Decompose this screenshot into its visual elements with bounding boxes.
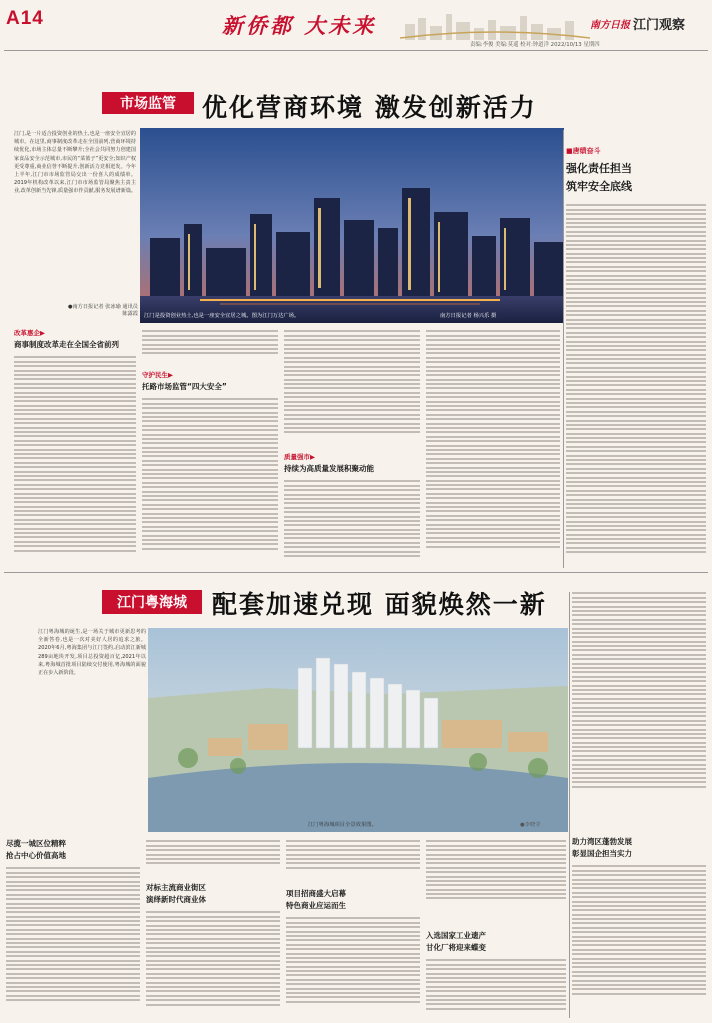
story2-col-3: [286, 838, 420, 1018]
page-header: [0, 0, 712, 54]
story2-sub3-title-2: 特色商业应运而生: [286, 901, 346, 910]
story2-col3-text-b: [286, 915, 420, 1019]
story1-sub2-label: 守护民生▶: [142, 371, 173, 379]
story2-right-col: [572, 590, 706, 1018]
story1-col2-text-a: [142, 328, 278, 358]
story2-side-divider: [569, 592, 570, 1018]
story1-body-col-2: [142, 328, 278, 568]
story1-sub3-title: 持续为高质量发展积聚动能: [284, 464, 374, 473]
story1-side-kicker: ■唐绩奋斗: [566, 147, 601, 155]
story1-photo-caption: 江门是投资创业热土,也是一座安全宜居之城。图为江门万达广场。: [144, 313, 300, 319]
story2-photo: [148, 628, 568, 832]
story1-sub2-title: 托路市场监管“四大安全”: [142, 382, 227, 391]
story1-body-col-3: [284, 328, 420, 568]
story1-lead: 江门,是一片适合投资创业的热土,也是一座安全宜居的城市。在这里,商事制度改革走在全国前列,营商环境持续优化,市场主体总量不断攀升;全社会共同努力创建国家食品安全示范城市,市民的“菜篮子”更安全;知识产权更受尊重,商业信誉不断提升,创新活力竞相迸发。今年上半年,江门市市场监管局交出一份喜人的成绩单。2019年机构改革以来,江门市市场监管局聚焦主责主业,改革创新当先锋,质量强市作贡献,服务发展谱新篇。: [14, 131, 136, 195]
story1-side-title-1: 强化责任担当: [566, 162, 632, 175]
story1-sub1-title: 商事制度改革走在全国全省前列: [14, 340, 119, 349]
story2-byline: ●李晓莹: [520, 822, 541, 828]
story1-col1-text: [14, 354, 136, 564]
story2-col4-text-b: [426, 957, 566, 1019]
story1-sub3-label: 质量强市▶: [284, 453, 315, 461]
story1-side-title-2: 筑牢安全底线: [566, 180, 632, 193]
credit-line: 责编:李俊 美编:莫遥 校对:钟道洋 2022/10/13 星期四: [470, 42, 600, 48]
story2-sub2-title-2: 演绎新时代商业体: [146, 895, 206, 904]
story1-photo: [140, 128, 564, 323]
city-night-photo: [140, 128, 564, 323]
story2-sub2-title-1: 对标主流商业街区: [146, 883, 206, 892]
header-rule: [4, 50, 708, 51]
story2-col2-text-b: [146, 909, 280, 1019]
banner-slogan: 新侨都 大未来: [222, 13, 377, 38]
story2-lead: 江门粤海城的诞生,是一场关于城市更新思考的全新答卷,也是一次对美好人居的追求之旅。2020年6月,粤海集团与江门签约,启动滨江新城289亩地块开发,项目总投资超百亿,2021年以来,粤海城首批项目陆续交付使用,粤海城的面貌正在步入新阶段。: [38, 629, 146, 677]
story2-sub1-title-1: 尽揽一城区位精粹: [6, 839, 66, 848]
story1-body-col-4: [426, 328, 560, 568]
story2-col1-text: [6, 865, 140, 1015]
story1-tag: 市场监管: [102, 92, 194, 114]
story1-sub1-label: 改革惠企▶: [14, 329, 45, 337]
banner-skyline: [400, 8, 590, 40]
story-divider: [4, 572, 708, 573]
story2-sub5-title-2: 彰显国企担当实力: [572, 849, 632, 858]
story2-right-text-a: [572, 590, 706, 830]
story2-sub5-title-1: 助力湾区蓬勃发展: [572, 837, 632, 846]
page-label: A14: [6, 8, 44, 29]
story1-col3-text-a: [284, 328, 420, 448]
story1-side-body: [566, 202, 706, 578]
story2-tag: 江门粤海城: [102, 590, 202, 614]
story2-sub4-title-2: 甘化厂将迎来蝶变: [426, 943, 486, 952]
story2-col2-text-a: [146, 838, 280, 878]
section-name: 江门观察: [633, 18, 686, 33]
skyline-illustration: [400, 8, 590, 40]
story2-sub4-title-1: 入选国家工业遗产: [426, 931, 486, 940]
story2-photo-caption: 江门粤海城项目全景效果图。: [308, 822, 377, 828]
story2-sub1-title-2: 抢占中心价值高地: [6, 851, 66, 860]
story1-side-column: [566, 128, 706, 568]
story2-headline: 配套加速兑现 面貌焕然一新: [212, 590, 547, 619]
story1-byline: ●南方日报记者 张冰瑜 通讯员 陈露霞: [67, 304, 138, 317]
story2-col-1: [6, 838, 140, 1018]
story2-col-2: [146, 838, 280, 1018]
story1-col4-text: [426, 328, 560, 566]
aerial-render-photo: [148, 628, 568, 832]
story2-col4-text-a: [426, 838, 566, 926]
story2-sub3-title-1: 项目招商盛大启幕: [286, 889, 346, 898]
story2-col3-text-a: [286, 838, 420, 884]
story1-col3-text-b: [284, 478, 420, 568]
story1-photo-credit: 南方日报记者 杨兴乐 摄: [440, 313, 497, 319]
brand-logo: [590, 14, 685, 33]
story1-body-col-1: [14, 328, 136, 568]
story2-right-text-b: [572, 863, 706, 1023]
story1-col2-text-b: [142, 396, 278, 566]
story2-col-4: [426, 838, 566, 1018]
story1-headline: 优化营商环境 激发创新活力: [202, 93, 537, 122]
brand-name: 南方日报: [590, 20, 630, 31]
story1-side-divider: [563, 130, 564, 568]
